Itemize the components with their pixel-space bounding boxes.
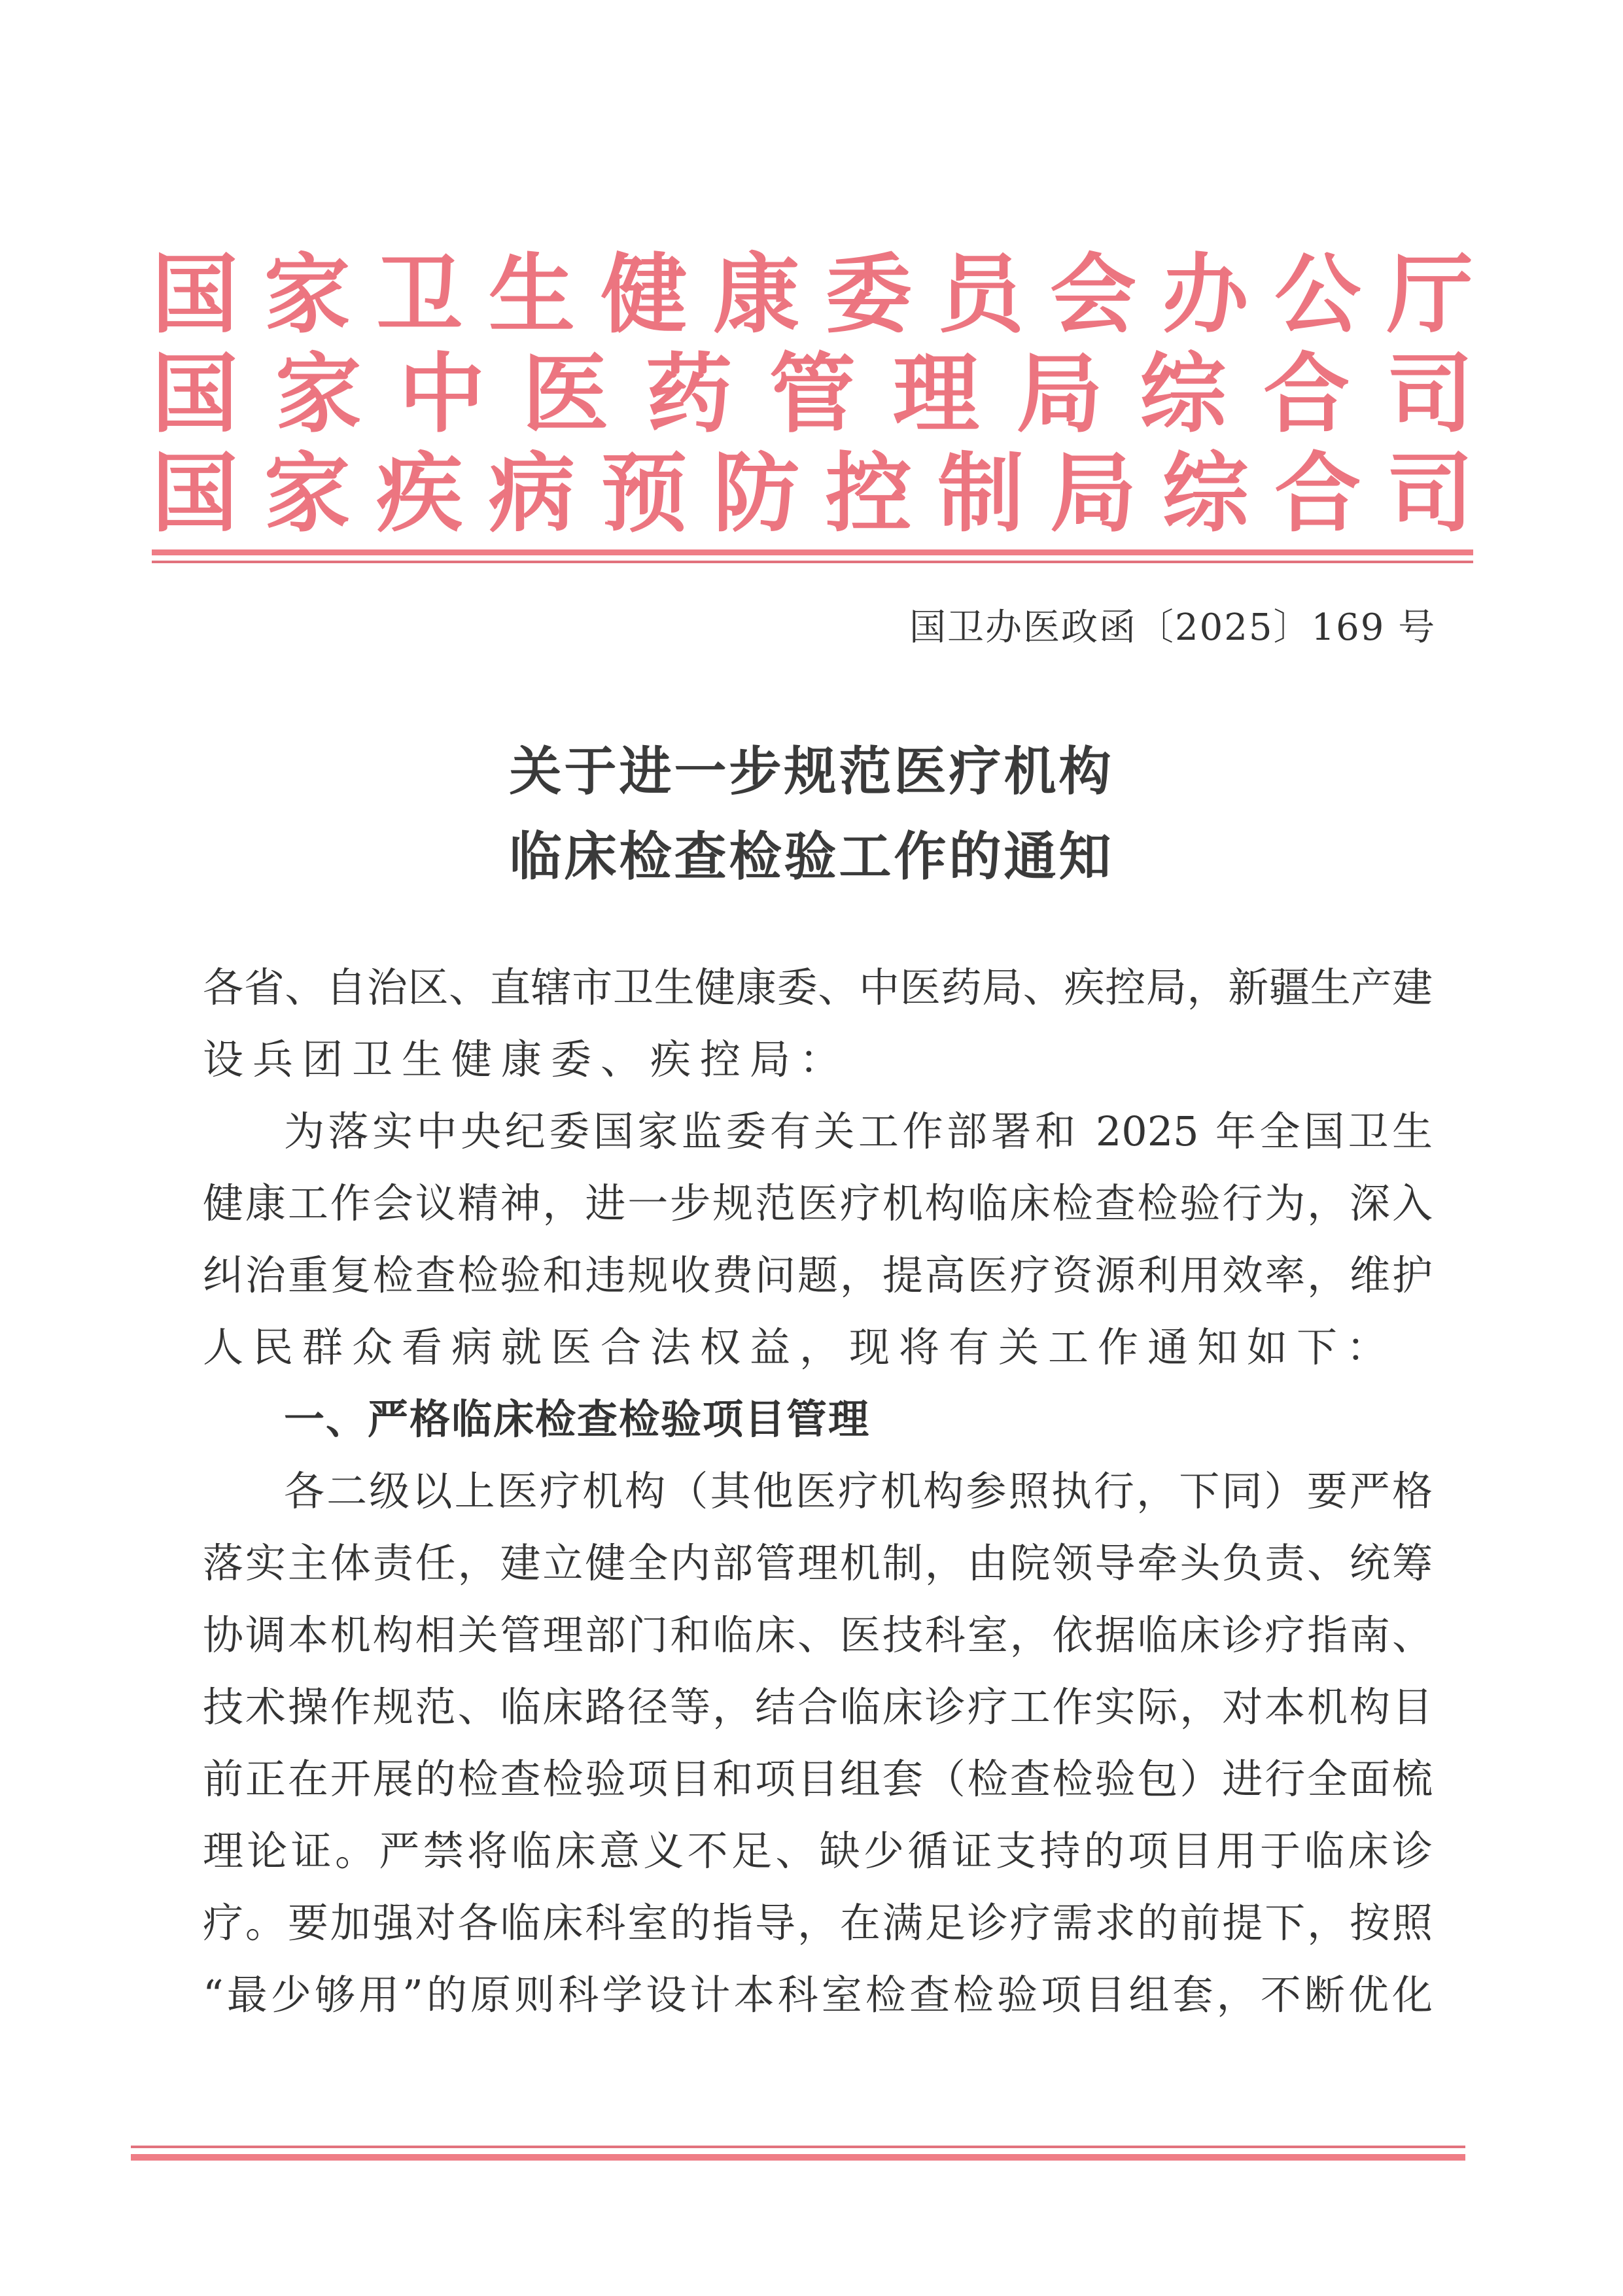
paragraph-line: 前正在开展的检查检验项目和项目组套（检查检验包）进行全面梳	[203, 1755, 1433, 1803]
letterhead-char: 国	[152, 443, 238, 544]
letterhead-char: 国	[152, 343, 238, 445]
paragraph-line: “最少够用”的原则科学设计本科室检查检验项目组套，不断优化	[203, 1971, 1433, 2019]
letterhead-char: 医	[522, 343, 609, 445]
letterhead-char: 综	[1162, 443, 1249, 544]
paragraph-line: 人民群众看病就医合法权益，现将有关工作通知如下：	[203, 1323, 1397, 1371]
letterhead-char: 家	[275, 343, 362, 445]
letterhead-char: 家	[264, 443, 351, 544]
paragraph-line: 各二级以上医疗机构（其他医疗机构参照执行，下同）要严格	[284, 1467, 1433, 1515]
section-heading: 一、严格临床检查检验项目管理	[284, 1395, 871, 1443]
paragraph-line: 健康工作会议精神，进一步规范医疗机构临床检查检验行为，深入	[203, 1179, 1433, 1227]
letterhead-char: 健	[601, 244, 688, 345]
addressee-line: 各省、自治区、直辖市卫生健康委、中医药局、疾控局，新疆生产建	[203, 964, 1433, 1011]
red-footer-divider-thin	[131, 2146, 1465, 2148]
paragraph-line: 技术操作规范、临床路径等，结合临床诊疗工作实际，对本机构目	[203, 1683, 1433, 1731]
letterhead-char: 理	[892, 343, 979, 445]
paragraph-line: 为落实中央纪委国家监委有关工作部署和 2025 年全国卫生	[284, 1107, 1433, 1155]
letterhead-char: 预	[601, 443, 688, 544]
letterhead-char: 卫	[376, 244, 463, 345]
red-footer-divider-thick	[131, 2154, 1465, 2161]
document-body	[203, 952, 1433, 2031]
letterhead-char: 合	[1263, 343, 1350, 445]
letterhead-char: 局	[1016, 343, 1103, 445]
letterhead-char: 家	[264, 244, 351, 345]
red-divider-thick	[152, 549, 1473, 555]
letterhead-char: 委	[825, 244, 912, 345]
paragraph-line: 理论证。严禁将临床意义不足、缺少循证支持的项目用于临床诊	[203, 1827, 1433, 1875]
letterhead-char: 局	[1050, 443, 1136, 544]
letterhead-char: 合	[1274, 443, 1361, 544]
letterhead-char: 药	[646, 343, 733, 445]
paragraph-line: 疗。要加强对各临床科室的指导，在满足诊疗需求的前提下，按照	[203, 1899, 1433, 1947]
paragraph-line: 协调本机构相关管理部门和临床、医技科室，依据临床诊疗指南、	[203, 1611, 1433, 1659]
red-letterhead	[152, 245, 1473, 544]
letterhead-char: 综	[1140, 343, 1227, 445]
document-title-line-1: 关于进一步规范医疗机构	[509, 741, 1114, 802]
letterhead-char: 中	[398, 343, 485, 445]
paragraph-line: 纠治重复检查检验和违规收费问题，提高医疗资源利用效率，维护	[203, 1251, 1433, 1299]
letterhead-char: 病	[488, 443, 575, 544]
letterhead-char: 公	[1274, 244, 1361, 345]
letterhead-line-natcm	[152, 345, 1473, 444]
document-number: 国卫办医政函〔2025〕169 号	[909, 606, 1437, 649]
letterhead-char: 厅	[1386, 244, 1473, 345]
letterhead-line-nhc	[152, 245, 1473, 345]
letterhead-char: 司	[1386, 443, 1473, 544]
addressee-line: 设兵团卫生健康委、疾控局：	[203, 1035, 850, 1083]
red-divider-thin	[152, 561, 1473, 563]
letterhead-char: 生	[488, 244, 575, 345]
letterhead-char: 防	[713, 443, 800, 544]
letterhead-char: 制	[937, 443, 1024, 544]
letterhead-char: 办	[1162, 244, 1249, 345]
letterhead-char: 管	[769, 343, 856, 445]
letterhead-char: 国	[152, 244, 238, 345]
letterhead-line-ndcpa	[152, 444, 1473, 544]
letterhead-char: 司	[1386, 343, 1473, 445]
letterhead-char: 康	[713, 244, 800, 345]
letterhead-char: 员	[937, 244, 1024, 345]
letterhead-char: 控	[825, 443, 912, 544]
letterhead-char: 会	[1050, 244, 1136, 345]
paragraph-line: 落实主体责任，建立健全内部管理机制，由院领导牵头负责、统筹	[203, 1539, 1433, 1587]
letterhead-char: 疾	[376, 443, 463, 544]
document-title-line-2: 临床检查检验工作的通知	[509, 826, 1114, 887]
